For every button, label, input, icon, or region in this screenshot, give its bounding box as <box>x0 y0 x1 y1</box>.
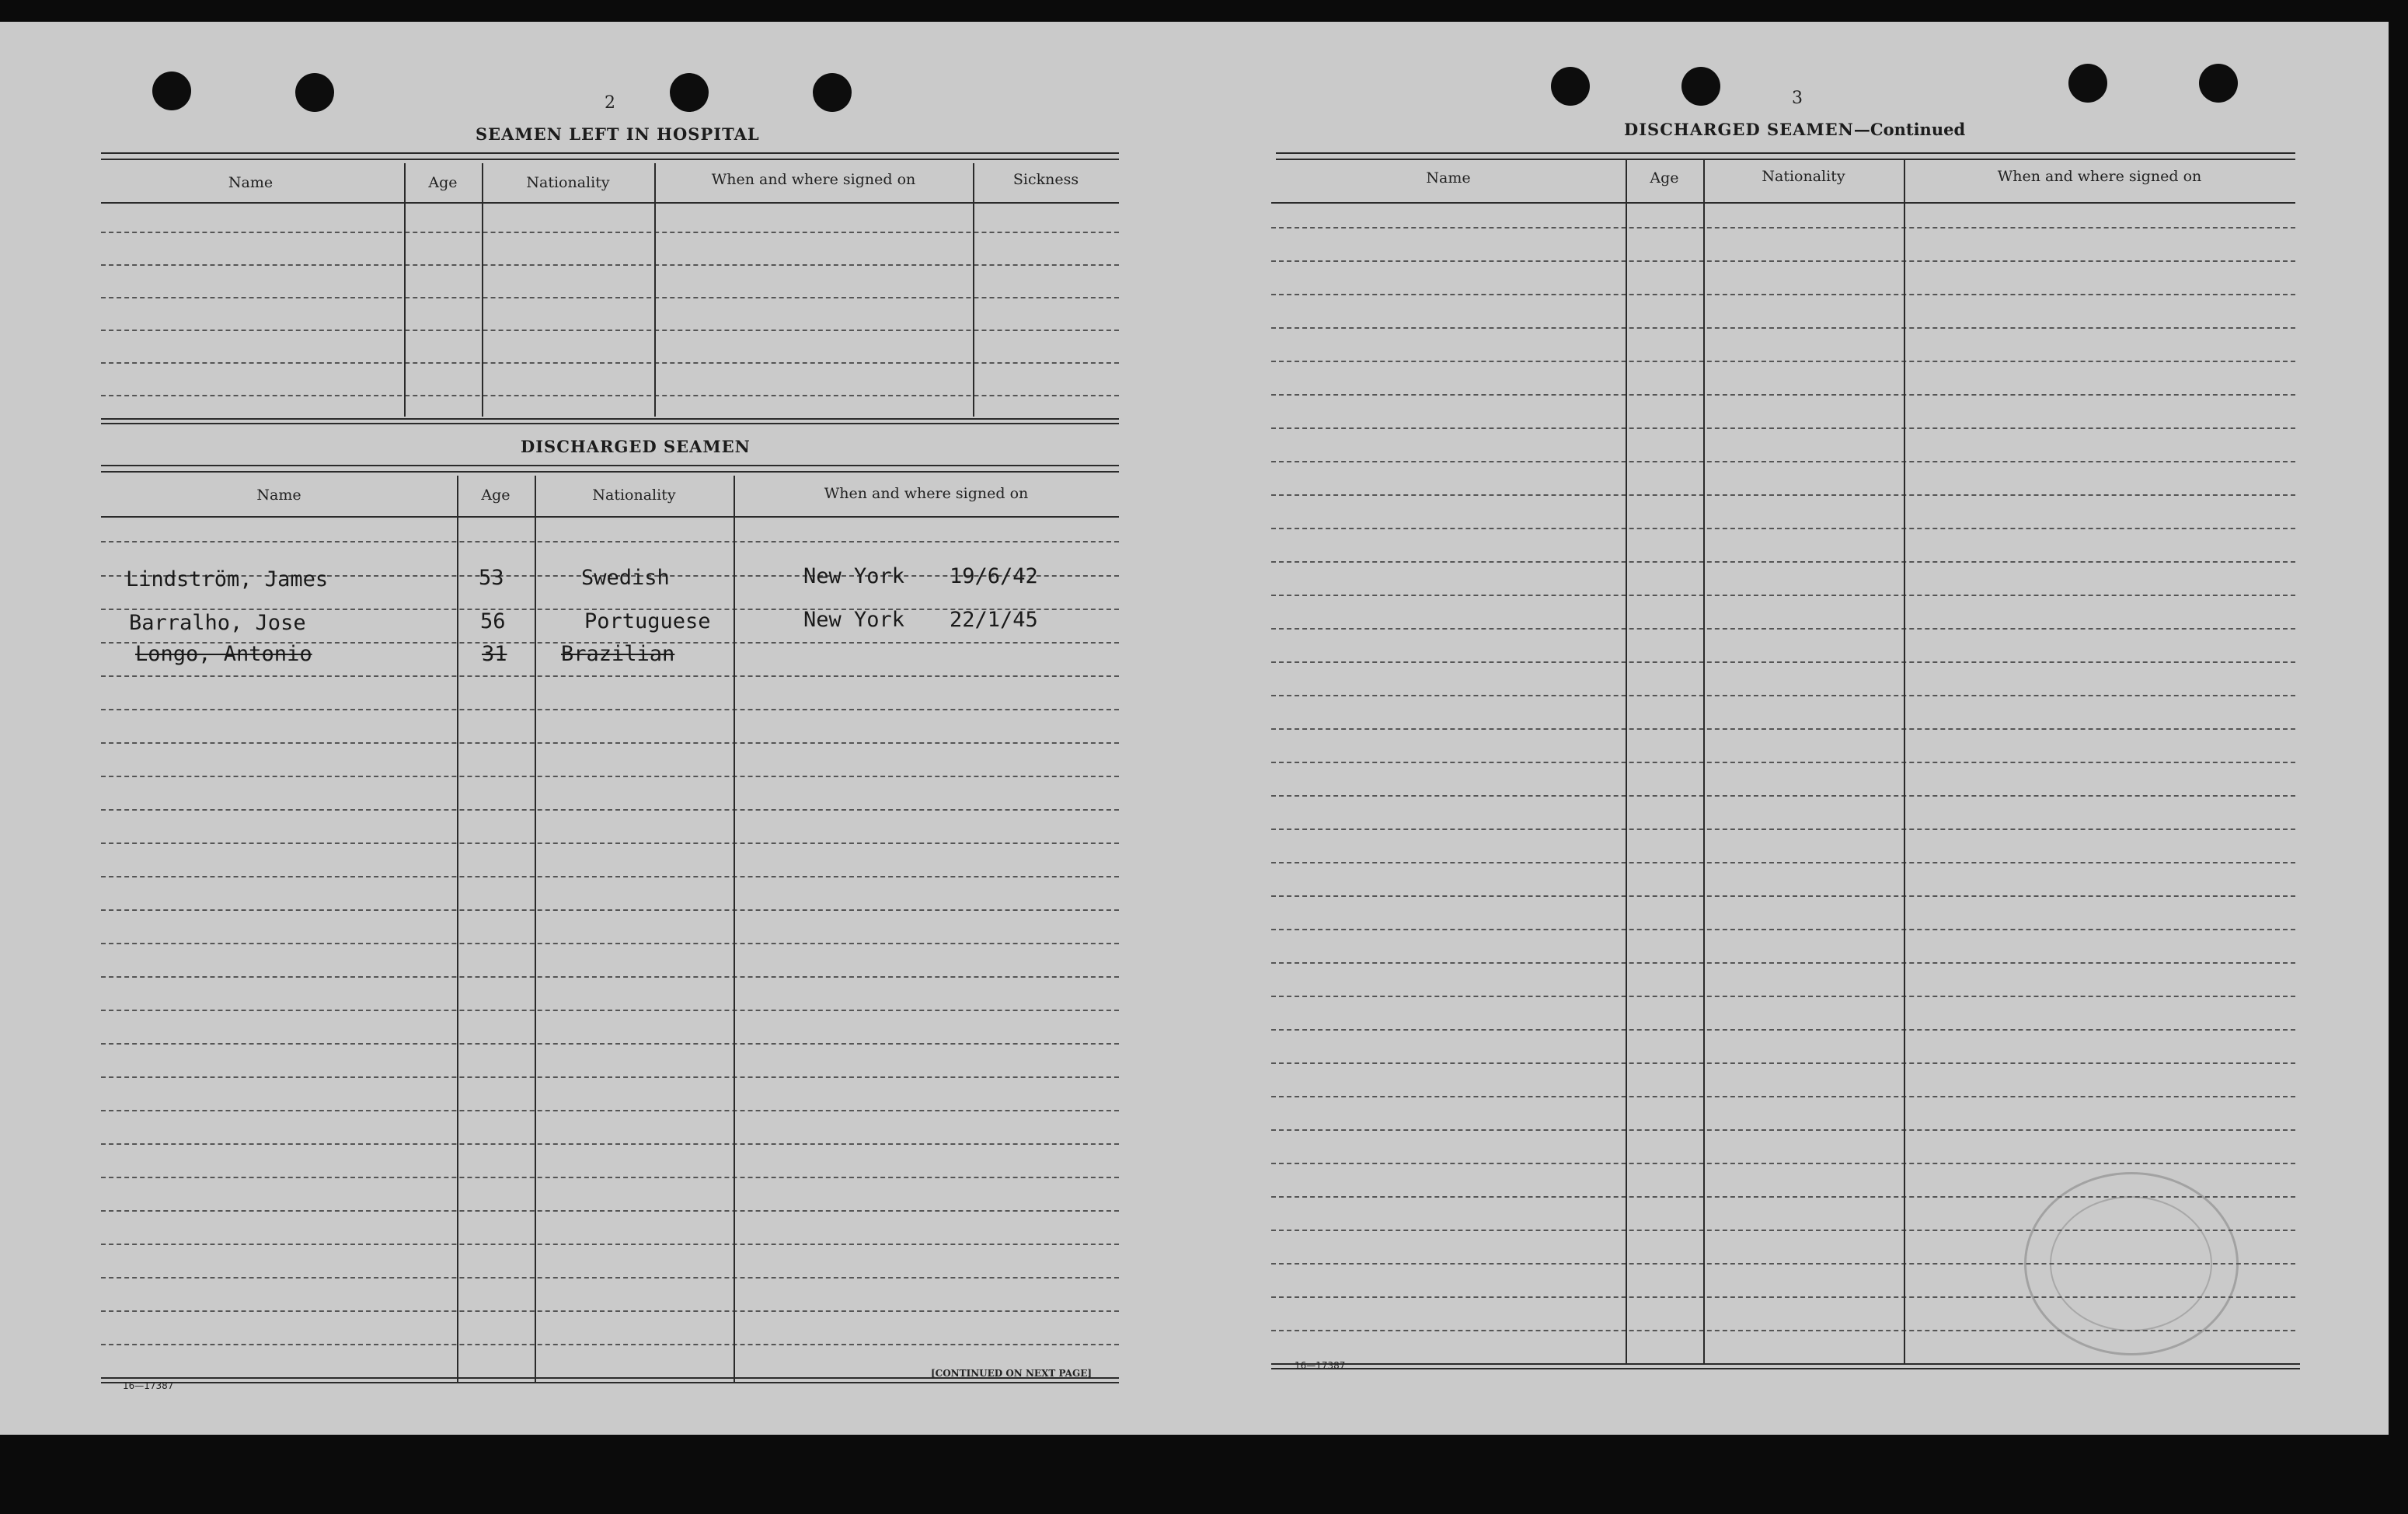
punch-hole <box>295 73 334 112</box>
row-line <box>1271 996 2295 997</box>
col-header-name: Name <box>228 174 274 191</box>
row-line <box>1271 728 2295 730</box>
row-line <box>101 842 1119 844</box>
entry-name-struck: Longo, Antonio <box>135 642 312 666</box>
row-line <box>101 1344 1119 1345</box>
row-line <box>1271 862 2295 863</box>
row-line <box>1271 595 2295 596</box>
row-line <box>101 395 1119 396</box>
row-line <box>1271 762 2295 763</box>
row-line <box>1271 294 2295 295</box>
hospital-section-title: SEAMEN LEFT IN HOSPITAL <box>476 124 760 144</box>
entry-place: New York <box>803 608 905 632</box>
discharged-header-rule <box>101 516 1119 518</box>
punch-hole <box>813 73 852 112</box>
row-line <box>1271 661 2295 663</box>
page-number-right: 3 <box>1792 89 1803 108</box>
row-line <box>101 1310 1119 1312</box>
col-divider <box>1626 160 1627 1363</box>
row-line <box>1271 461 2295 462</box>
row-line <box>1271 1029 2295 1031</box>
row-line <box>101 1143 1119 1145</box>
discharged-continued-title-suffix: —Continued <box>1853 120 1966 139</box>
entry-nationality: Portuguese <box>584 609 711 633</box>
row-line <box>101 330 1119 331</box>
row-line <box>1271 1096 2295 1097</box>
entry-name: Barralho, Jose <box>129 611 306 635</box>
row-line <box>101 1043 1119 1045</box>
row-line <box>101 1010 1119 1011</box>
row-line <box>101 1076 1119 1078</box>
col-divider <box>1904 160 1905 1363</box>
punch-hole <box>670 73 709 112</box>
discharged-continued-title-main: DISCHARGED SEAMEN <box>1624 120 1854 139</box>
right-top-rule <box>1276 152 2295 160</box>
row-line <box>1271 327 2295 329</box>
row-line <box>1271 1129 2295 1131</box>
right-header-rule <box>1271 202 2295 204</box>
entry-date: 19/6/42 <box>950 564 1038 588</box>
entry-date: 22/1/45 <box>950 608 1038 632</box>
discharged-section-title: DISCHARGED SEAMEN <box>521 437 751 456</box>
hospital-bottom-rule <box>101 423 1119 424</box>
row-line <box>101 1177 1119 1178</box>
punch-hole <box>1551 67 1590 106</box>
row-line <box>101 1110 1119 1111</box>
hospital-header-rule <box>101 202 1119 204</box>
row-line <box>101 709 1119 710</box>
continued-note: [CONTINUED ON NEXT PAGE] <box>931 1368 1092 1379</box>
col-header-name: Name <box>256 487 301 504</box>
col-header-name: Name <box>1426 169 1471 187</box>
col-divider <box>734 476 735 1382</box>
row-line <box>101 1244 1119 1245</box>
official-stamp <box>2024 1172 2239 1355</box>
right-bottom-rule <box>1271 1363 2300 1365</box>
row-line <box>101 943 1119 944</box>
entry-nationality-struck: Brazilian <box>561 642 675 666</box>
col-divider <box>404 163 406 417</box>
punch-hole <box>1681 67 1720 106</box>
hospital-bottom-rule <box>101 418 1119 420</box>
entry-name: Lindström, James <box>126 567 329 591</box>
row-line <box>1271 227 2295 228</box>
col-header-age: Age <box>1650 169 1679 187</box>
row-line <box>1271 695 2295 696</box>
row-line <box>1271 895 2295 897</box>
col-header-nationality: Nationality <box>1762 168 1845 185</box>
col-header-nationality: Nationality <box>526 174 610 191</box>
entry-place: New York <box>803 564 905 588</box>
discharged-continued-title <box>1624 120 1965 139</box>
col-header-signed-on: When and where signed on <box>711 171 916 188</box>
document-paper <box>0 22 2389 1435</box>
row-line <box>1271 829 2295 830</box>
col-header-age: Age <box>428 174 458 191</box>
row-line <box>101 1277 1119 1279</box>
discharged-bottom-rule <box>101 1382 1119 1383</box>
row-line <box>101 876 1119 877</box>
row-line <box>1271 1163 2295 1164</box>
col-header-signed-on: When and where signed on <box>824 485 1029 502</box>
page-number-left: 2 <box>605 93 615 113</box>
punch-hole <box>2199 64 2238 103</box>
row-line <box>101 362 1119 364</box>
row-line <box>101 809 1119 811</box>
col-divider <box>973 163 974 417</box>
row-line <box>1271 528 2295 529</box>
row-line <box>1271 394 2295 396</box>
entry-nationality: Swedish <box>581 566 670 590</box>
row-line <box>1271 561 2295 563</box>
entry-age-struck: 31 <box>482 642 507 666</box>
col-divider <box>1703 160 1705 1363</box>
row-line <box>101 776 1119 777</box>
hospital-top-rule <box>101 152 1119 160</box>
row-line <box>101 1210 1119 1212</box>
entry-age: 53 <box>479 566 504 590</box>
form-number-left: 16—17387 <box>123 1380 174 1391</box>
punch-hole <box>152 72 191 110</box>
form-number-right: 16—17387 <box>1295 1360 1346 1371</box>
col-divider <box>535 476 536 1382</box>
right-bottom-rule <box>1271 1368 2300 1369</box>
row-line <box>101 742 1119 744</box>
col-divider <box>482 163 483 417</box>
col-header-age: Age <box>481 487 511 504</box>
row-line <box>101 264 1119 266</box>
row-line <box>1271 929 2295 930</box>
col-header-signed-on: When and where signed on <box>1997 168 2202 185</box>
row-line <box>1271 361 2295 362</box>
row-line <box>1271 260 2295 262</box>
punch-hole <box>2068 64 2107 103</box>
row-line <box>1271 494 2295 496</box>
official-stamp-inner-ring <box>2050 1196 2212 1331</box>
col-header-nationality: Nationality <box>592 487 676 504</box>
entry-age: 56 <box>480 609 506 633</box>
row-line <box>101 909 1119 911</box>
row-line <box>1271 795 2295 797</box>
col-header-sickness: Sickness <box>1012 171 1079 188</box>
row-line <box>101 297 1119 298</box>
col-divider <box>654 163 656 417</box>
row-line <box>101 675 1119 677</box>
row-line <box>101 541 1119 542</box>
row-line <box>1271 1062 2295 1064</box>
row-line <box>1271 427 2295 429</box>
col-divider <box>457 476 458 1382</box>
discharged-top-rule <box>101 465 1119 473</box>
row-line <box>101 232 1119 233</box>
row-line <box>1271 628 2295 630</box>
row-line <box>101 976 1119 978</box>
row-line <box>1271 962 2295 964</box>
